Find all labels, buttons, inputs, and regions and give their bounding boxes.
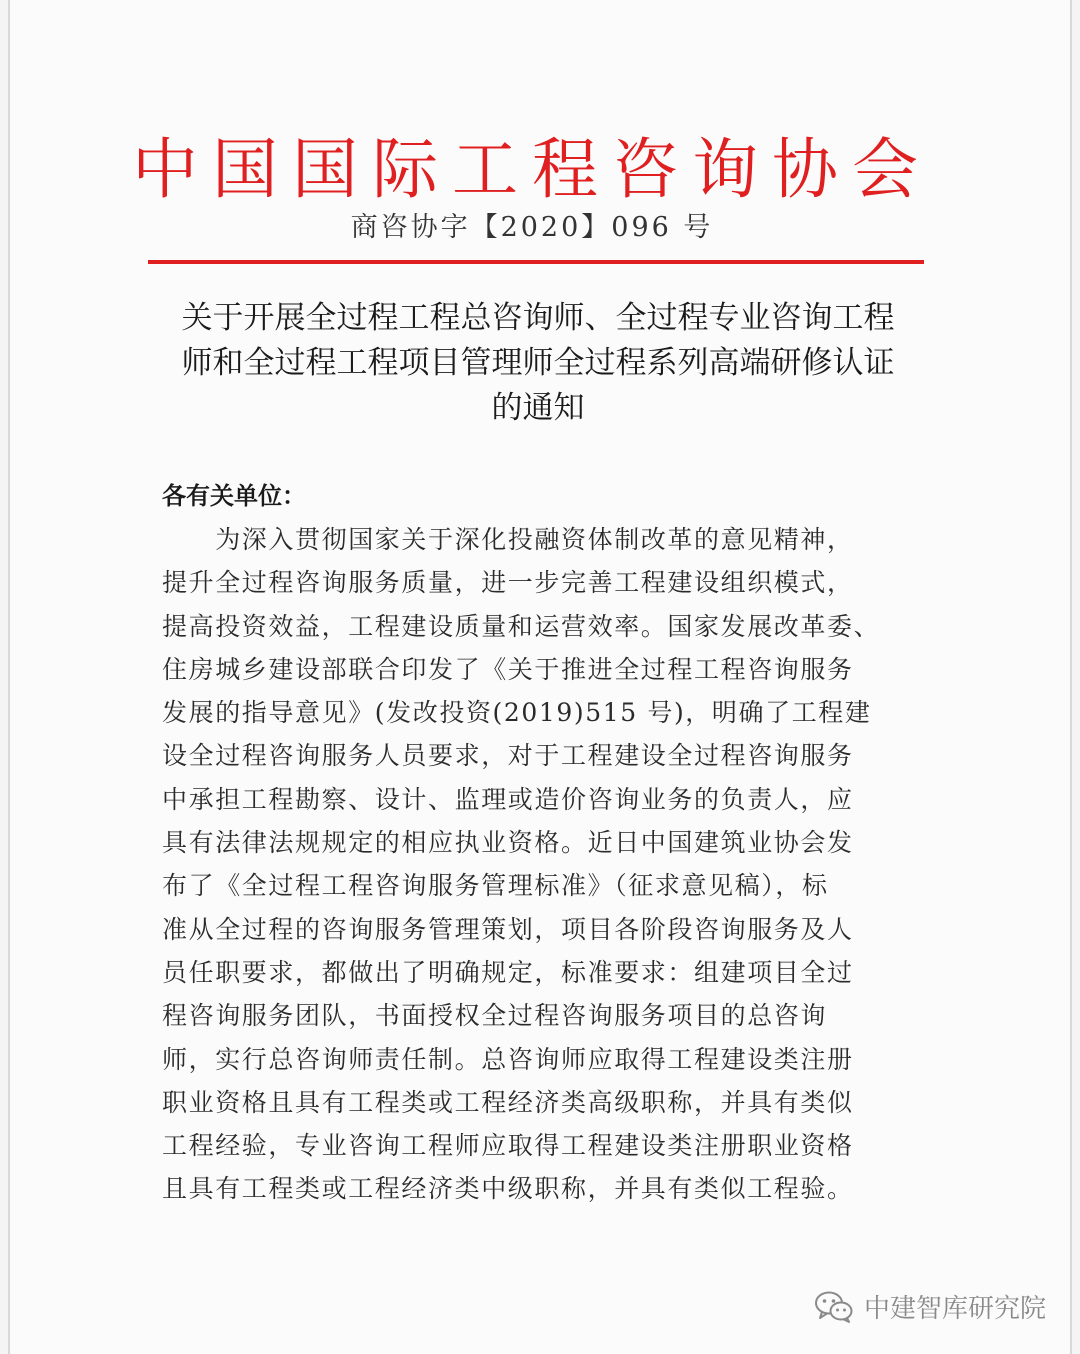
body-text (162, 518, 922, 1211)
salutation: 各有关单位： (162, 482, 306, 510)
body-line: 程咨询服务团队，书面授权全过程咨询服务项目的总咨询 (162, 1001, 828, 1031)
body-line: 准从全过程的咨询服务管理策划，项目各阶段咨询服务及人 (162, 914, 854, 944)
body-line: 发展的指导意见》(发改投资(2019)515 号)，明确了工程建 (162, 698, 872, 728)
body-line: 设全过程咨询服务人员要求，对于工程建设全过程咨询服务 (162, 741, 854, 771)
body-line: 为深入贯彻国家关于深化投融资体制改革的意见精神， (162, 525, 854, 554)
body-line: 职业资格且具有工程类或工程经济类高级职称，并具有类似 (162, 1087, 854, 1117)
body-line: 提升全过程咨询服务质量，进一步完善工程建设组织模式， (162, 568, 854, 598)
body-line: 工程经验，专业咨询工程师应取得工程建设类注册职业资格 (162, 1131, 854, 1161)
body-line: 员任职要求，都做出了明确规定，标准要求：组建项目全过 (162, 957, 854, 987)
body-line: 具有法律法规规定的相应执业资格。近日中国建筑业协会发 (162, 828, 854, 858)
watermark-text: 中建智库研究院 (863, 1294, 1046, 1324)
body-line: 中承担工程勘察、设计、监理或造价咨询业务的负责人，应 (162, 784, 854, 814)
body-line: 布了《全过程工程咨询服务管理标准》（征求意见稿），标 (162, 871, 829, 901)
title-line: 关于开展全过程工程总咨询师、全过程专业咨询工程 (181, 300, 895, 336)
wechat-icon (814, 1290, 854, 1324)
body-line: 师，实行总咨询师责任制。总咨询师应取得工程建设类注册 (162, 1044, 854, 1074)
title-line: 师和全过程工程项目管理师全过程系列高端研修认证 (181, 345, 895, 381)
body-line: 住房城乡建设部联合印发了《关于推进全过程工程咨询服务 (162, 654, 854, 684)
red-divider (148, 260, 924, 264)
org-name: 中国国际工程咨询协会 (132, 131, 932, 208)
body-line: 且具有工程类或工程经济类中级职称，并具有类似工程验。 (162, 1174, 854, 1204)
notice-title (160, 296, 916, 431)
body-line: 提高投资效益，工程建设质量和运营效率。国家发展改革委、 (162, 611, 881, 641)
document-number: 商咨协字【2020】096 号 (350, 212, 714, 243)
watermark (814, 1288, 1046, 1325)
title-line: 的通知 (491, 390, 585, 426)
